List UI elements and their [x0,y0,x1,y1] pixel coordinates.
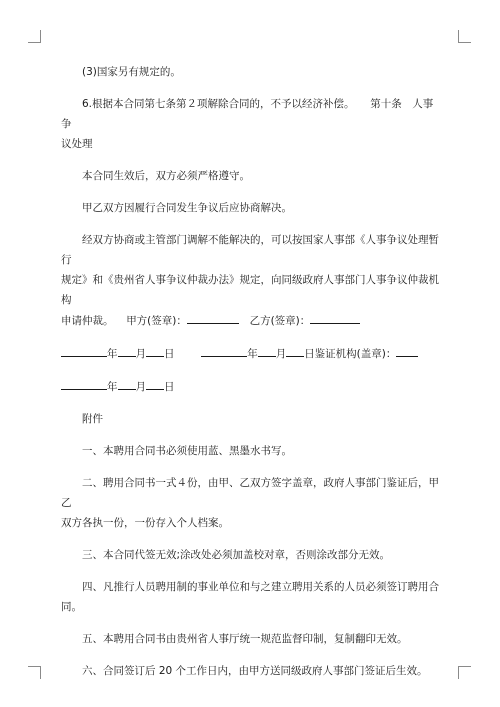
date-line-2 [61,376,439,397]
year-blank [201,343,247,357]
paragraph-line: 双方各执一份，一份存入个人档案。 [61,517,229,529]
paragraph-arbitration [61,230,439,331]
authority-blank [396,343,418,357]
paragraph-line: 经双方协商或主管部门调解不能解决的，可以按国家人事部《人事争议处理暂行 [61,234,439,266]
day-blank [286,343,304,357]
day-label: 日 [164,348,175,360]
paragraph-clause-3: (3)国家另有规定的。 [82,66,181,78]
note-2 [61,473,439,533]
month-label: 月 [135,381,146,393]
paragraph-clause-6 [61,94,439,154]
month-label: 月 [275,348,287,360]
crop-mark-top-left [28,30,41,43]
authority-label: 日鉴证机构(盖章)： [304,348,397,360]
note-5: 五、本聘用合同书由贵州省人事厅统一规范监督印制，复制翻印无效。 [82,633,408,645]
day-blank [146,343,164,357]
party-a-sign-blank [187,310,239,324]
note-1: 一、本聘用合同书必须使用蓝、黑墨水书写。 [82,445,292,457]
arbitration-text: 申请仲裁。 [61,315,114,327]
day-blank [146,376,164,390]
crop-mark-bottom-left [28,666,41,679]
document-body [61,62,439,681]
paragraph-dispute: 甲乙双方因履行合同发生争议后应协商解决。 [82,202,292,214]
note-4: 四、凡推行人员聘用制的事业单位和与之建立聘用关系的人员必须签订聘用合同。 [61,581,439,613]
date-line-1 [61,343,439,364]
month-label: 月 [135,348,146,360]
paragraph-line [61,310,439,331]
note-6: 六、合同签订后 20 个工作日内，由甲方送同级政府人事部门签证后生效。 [82,665,428,677]
year-label: 年 [107,348,118,360]
party-a-sign-label: 甲方(签章)： [126,315,187,327]
party-b-sign-blank [310,310,360,324]
party-b-sign-label: 乙方(签章)： [249,315,311,327]
paragraph-line: 二、聘用合同书一式４份，由甲、乙双方签字盖章，政府人事部门鉴证后，甲乙 [61,477,439,509]
note-3: 三、本合同代签无效;涂改处必须加盖校对章，否则涂改部分无效。 [82,549,391,561]
crop-mark-bottom-right [458,666,471,679]
month-blank [118,376,136,390]
paragraph-line: 议处理 [61,138,93,150]
annex-heading: 附件 [82,413,103,425]
paragraph-effect: 本合同生效后，双方必须严格遵守。 [82,170,250,182]
year-blank [61,343,107,357]
year-blank [61,376,107,390]
month-blank [258,343,276,357]
day-label: 日 [164,381,175,393]
year-label: 年 [247,348,258,360]
paragraph-line: 6.根据本合同第七条第２项解除合同的，不予以经济补偿。 第十条 人事争 [61,98,434,130]
crop-mark-top-right [458,30,471,43]
year-label: 年 [107,381,118,393]
month-blank [118,343,136,357]
paragraph-line: 规定》和《贵州省人事争议仲裁办法》规定，向同级政府人事部门人事争议仲裁机构 [61,274,439,306]
